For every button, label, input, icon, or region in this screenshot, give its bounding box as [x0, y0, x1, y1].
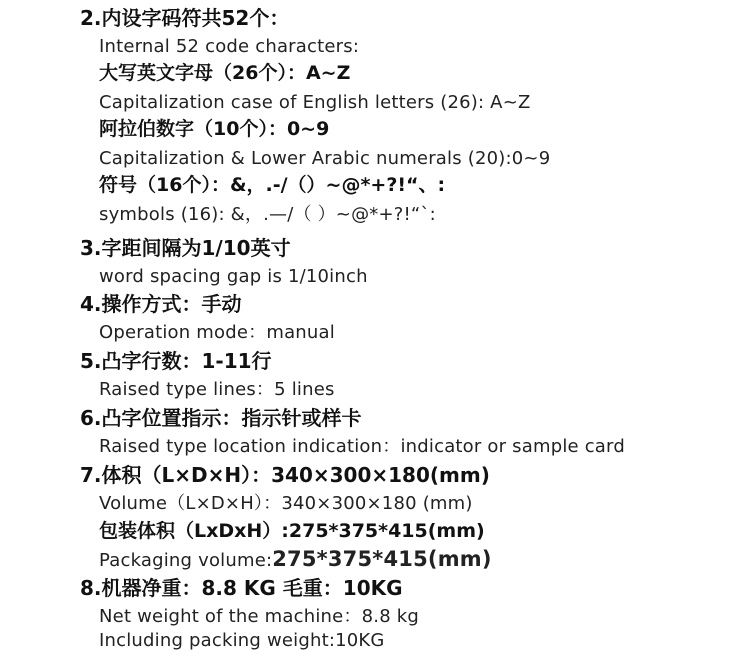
section-4-heading: 4.操作方式：手动 [80, 292, 242, 316]
section-5-english: Raised type lines：5 lines [99, 379, 335, 400]
uppercase-letters-cn: 大写英文字母（26个）：A~Z [99, 62, 351, 84]
packaging-volume-value: 275*375*415(mm) [272, 547, 492, 571]
packaging-volume-label: Packaging volume: [99, 550, 273, 571]
section-7-heading: 7.体积（L×D×H）：340×300×180(mm) [80, 463, 490, 487]
section-8-heading: 8.机器净重：8.8 KG 毛重：10KG [80, 576, 403, 600]
section-6-english: Raised type location indication：indicator or sample card [99, 436, 625, 457]
symbols-en: symbols (16): &，.—/（ ）~@*+?!“`: [99, 204, 436, 225]
section-4-english: Operation mode：manual [99, 322, 335, 343]
arabic-numerals-cn: 阿拉伯数字（10个）：0~9 [99, 118, 330, 140]
section-7-english: Volume（L×D×H）：340×300×180 (mm) [99, 493, 473, 514]
section-3-english: word spacing gap is 1/10inch [99, 266, 368, 287]
uppercase-letters-en: Capitalization case of English letters (26): A~Z [99, 92, 531, 113]
section-2-english: Internal 52 code characters: [99, 36, 360, 57]
packaging-volume-en [99, 549, 492, 570]
section-2-heading: 2.内设字码符共52个： [80, 6, 290, 30]
section-3-heading: 3.字距间隔为1/10英寸 [80, 236, 291, 260]
packaging-volume-cn: 包装体积（LxDxH）:275*375*415(mm) [99, 520, 485, 542]
section-5-heading: 5.凸字行数：1-11行 [80, 349, 272, 373]
section-6-heading: 6.凸字位置指示：指示针或样卡 [80, 406, 362, 430]
arabic-numerals-en: Capitalization & Lower Arabic numerals (20):0~9 [99, 148, 551, 169]
net-weight-english: Net weight of the machine：8.8 kg [99, 606, 420, 627]
gross-weight-english: Including packing weight:10KG [99, 630, 385, 651]
symbols-cn: 符号（16个）：&，.-/（）~@*+?!“、: [99, 174, 446, 196]
